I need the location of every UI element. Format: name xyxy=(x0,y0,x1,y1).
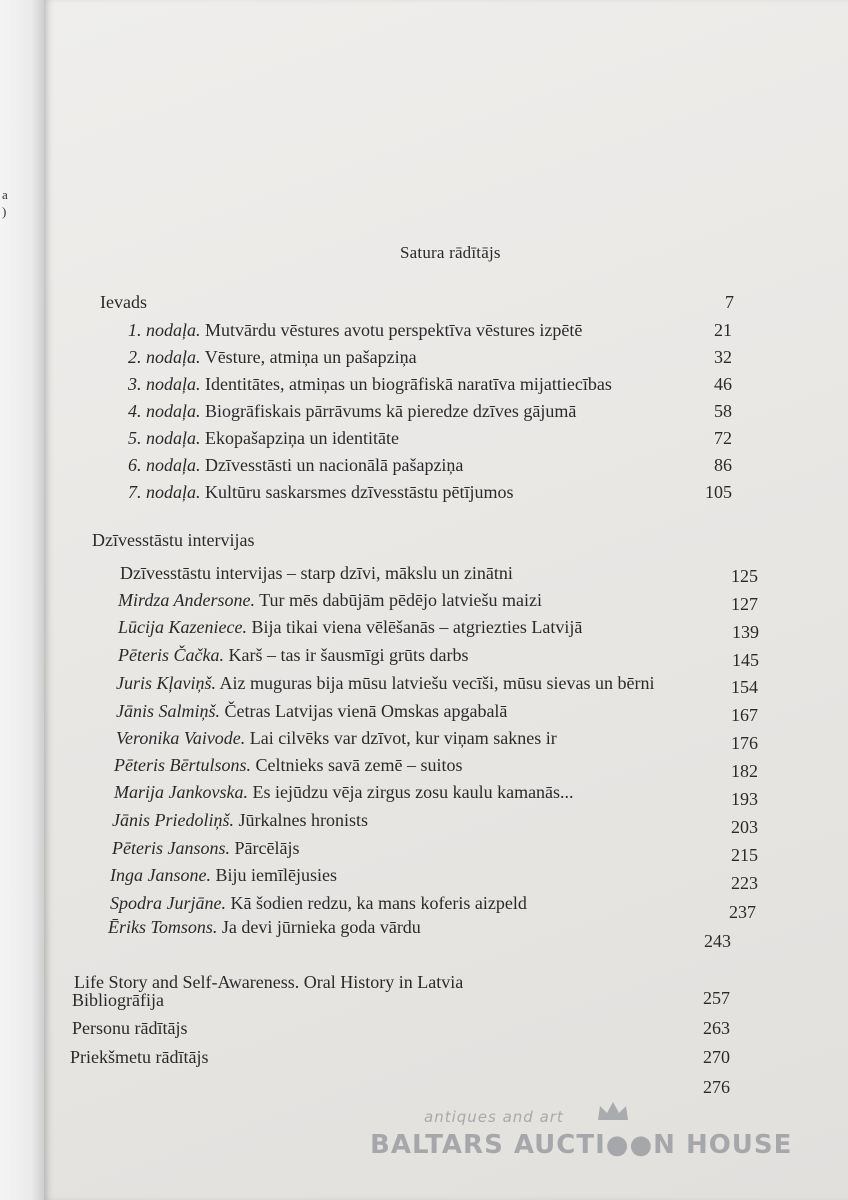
watermark-tagline: antiques and art xyxy=(424,1108,564,1126)
toc-entry xyxy=(112,838,299,859)
page-number: 223 xyxy=(731,873,758,893)
page-number: 182 xyxy=(731,761,758,781)
interview-title: Četras Latvijas vienā Omskas apgabalā xyxy=(220,701,508,721)
adjacent-page-edge xyxy=(0,0,44,1200)
watermark-name: BALTARS AUCTI●●N HOUSE xyxy=(370,1130,793,1160)
page-number: 58 xyxy=(714,401,732,421)
page-number: 21 xyxy=(714,320,732,340)
author-name: Marija Jankovska. xyxy=(114,782,248,802)
page-number: 176 xyxy=(731,733,758,753)
interview-title: Es iejūdzu vēja zirgus zosu kaulu kamanās... xyxy=(247,782,574,802)
auction-house-watermark xyxy=(370,1108,793,1168)
toc-entry xyxy=(118,590,542,611)
interview-title: Tur mēs dabūjām pēdējo latviešu maizi xyxy=(255,590,542,610)
page-title: Satura rādītājs xyxy=(400,243,501,262)
author-name: Veronika Vaivode. xyxy=(116,728,246,748)
toc-entry xyxy=(114,782,574,803)
toc-entry xyxy=(128,347,417,368)
author-name: Lūcija Kazeniece. xyxy=(118,617,247,637)
page-number: 105 xyxy=(705,482,732,502)
page-number: 276 xyxy=(703,1077,730,1097)
author-name: Inga Jansone. xyxy=(110,865,211,885)
toc-entry xyxy=(110,893,527,914)
chapter-title: Biogrāfiskais pārrāvums kā pieredze dzīves gājumā xyxy=(200,401,577,421)
page-number: 215 xyxy=(731,845,758,865)
toc-entry xyxy=(114,755,462,776)
interview-title: Kā šodien redzu, ka mans koferis aizpeld xyxy=(226,893,527,913)
toc-entry xyxy=(116,673,654,694)
book-page xyxy=(44,0,848,1200)
page-number: 263 xyxy=(703,1018,730,1038)
toc-entry xyxy=(108,917,421,938)
toc-entry xyxy=(118,645,468,666)
toc-entry xyxy=(110,865,337,886)
chapter-title: Identitātes, atmiņas un biogrāfiskā naratīva mijattiecības xyxy=(200,374,612,394)
author-name: Pēteris Bērtulsons. xyxy=(114,755,251,775)
author-name: Jānis Salmiņš. xyxy=(116,701,221,721)
toc-entry xyxy=(128,428,399,449)
chapter-title: Mutvārdu vēstures avotu perspektīva vēstures izpētē xyxy=(200,320,583,340)
toc-entry xyxy=(128,455,463,476)
interview-title: Ja devi jūrnieka goda vārdu xyxy=(217,917,421,937)
toc-entry-person-index: Personu rādītājs xyxy=(72,1018,188,1038)
page-number: 154 xyxy=(731,677,758,697)
toc-entry xyxy=(128,401,576,422)
chapter-title: Kultūru saskarsmes dzīvesstāstu pētījumos xyxy=(200,482,514,502)
author-name: Pēteris Čačka. xyxy=(118,645,224,665)
interview-title: Dzīvesstāstu intervijas – starp dzīvi, mākslu un zinātni xyxy=(120,563,513,583)
crown-icon xyxy=(596,1100,630,1124)
page-number: 243 xyxy=(704,931,731,951)
page-number: 125 xyxy=(731,566,758,586)
chapter-prefix: 3. nodaļa. xyxy=(128,374,201,394)
toc-entry-summary: Life Story and Self-Awareness. Oral History in Latvia xyxy=(74,972,464,992)
author-name: Juris Kļaviņš. xyxy=(116,673,217,693)
toc-entry xyxy=(120,563,513,584)
page-number: 46 xyxy=(714,374,732,394)
page-number: 193 xyxy=(731,789,758,809)
page-number: 72 xyxy=(714,428,732,448)
toc-entry xyxy=(112,810,368,831)
interview-title: Pārcēlājs xyxy=(229,838,300,858)
toc-entry xyxy=(128,374,612,395)
toc-entry xyxy=(128,482,513,503)
page-number: 145 xyxy=(732,650,759,670)
page-number: 270 xyxy=(703,1047,730,1067)
toc-entry-bibliography: Bibliogrāfija xyxy=(72,990,164,1010)
chapter-prefix: 6. nodaļa. xyxy=(128,455,201,475)
toc-entry xyxy=(116,728,557,749)
chapter-title: Ekopašapziņa un identitāte xyxy=(200,428,399,448)
chapter-prefix: 7. nodaļa. xyxy=(128,482,201,502)
interview-title: Jūrkalnes hronists xyxy=(234,810,368,830)
chapter-prefix: 2. nodaļa. xyxy=(128,347,201,367)
interview-title: Lai cilvēks var dzīvot, kur viņam saknes ir xyxy=(245,728,557,748)
interview-title: Celtnieks savā zemē – suitos xyxy=(251,755,463,775)
author-name: Jānis Priedoliņš. xyxy=(112,810,234,830)
author-name: Mirdza Andersone. xyxy=(118,590,255,610)
author-name: Pēteris Jansons. xyxy=(112,838,230,858)
section-heading-ievads: Ievads xyxy=(100,292,147,312)
toc-entry xyxy=(128,320,582,341)
toc-entry xyxy=(116,701,507,722)
author-name: Ēriks Tomsons. xyxy=(108,917,218,937)
page-number: 32 xyxy=(714,347,732,367)
section-heading-intervijas: Dzīvesstāstu intervijas xyxy=(92,530,255,550)
chapter-title: Vēsture, atmiņa un pašapziņa xyxy=(200,347,417,367)
page-number: 86 xyxy=(714,455,732,475)
toc-entry xyxy=(118,617,582,638)
interview-title: Biju iemīlējusies xyxy=(210,865,337,885)
page-number: 257 xyxy=(703,988,730,1008)
page-number: 237 xyxy=(729,902,756,922)
page-number: 127 xyxy=(731,594,758,614)
page-number: 167 xyxy=(731,705,758,725)
chapter-prefix: 4. nodaļa. xyxy=(128,401,201,421)
adjacent-page-letters: a ) xyxy=(2,187,8,219)
chapter-prefix: 5. nodaļa. xyxy=(128,428,201,448)
interview-title: Aiz muguras bija mūsu latviešu vecīši, mūsu sievas un bērni xyxy=(216,673,655,693)
page-number: 139 xyxy=(732,622,759,642)
author-name: Spodra Jurjāne. xyxy=(110,893,226,913)
page-number: 203 xyxy=(731,817,758,837)
chapter-prefix: 1. nodaļa. xyxy=(128,320,201,340)
toc-entry-subject-index: Priekšmetu rādītājs xyxy=(70,1047,209,1067)
chapter-title: Dzīvesstāsti un nacionālā pašapziņa xyxy=(200,455,464,475)
page-number: 7 xyxy=(725,292,734,312)
interview-title: Bija tikai viena vēlēšanās – atgriezties Latvijā xyxy=(246,617,583,637)
interview-title: Karš – tas ir šausmīgi grūts darbs xyxy=(223,645,469,665)
